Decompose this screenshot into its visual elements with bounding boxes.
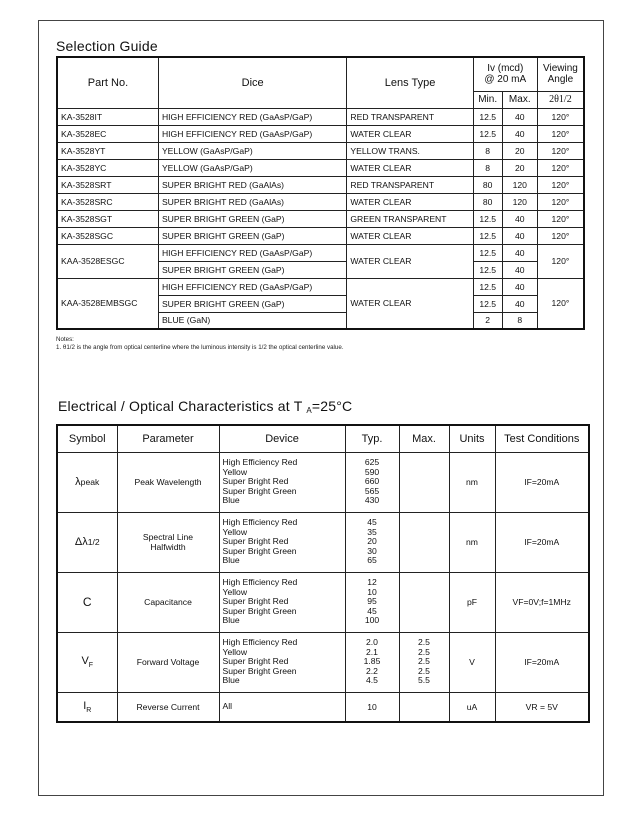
min-cell: 12.5 [473, 295, 502, 312]
typ-cell: 2.0 2.1 1.85 2.2 4.5 [345, 632, 399, 692]
lens-cell: WATER CLEAR [347, 159, 473, 176]
dice-cell: SUPER BRIGHT GREEN (GaP) [158, 227, 346, 244]
part-cell: KA-3528IT [57, 108, 158, 125]
max-cell: 40 [502, 295, 537, 312]
test-conditions-cell: VR = 5V [495, 692, 589, 722]
dice-cell: HIGH EFFICIENCY RED (GaAsP/GaP) [158, 244, 346, 261]
table-row [57, 278, 584, 295]
table-row [57, 142, 584, 159]
lens-cell: RED TRANSPARENT [347, 108, 473, 125]
dice-cell: SUPER BRIGHT RED (GaAlAs) [158, 176, 346, 193]
electrical-title: Electrical / Optical Characteristics at T $_A$=25°C [58, 398, 353, 415]
max-header: Max. [399, 425, 449, 452]
part-cell: KA-3528SRT [57, 176, 158, 193]
dice-cell: BLUE (GaN) [158, 312, 346, 329]
dice-cell: HIGH EFFICIENCY RED (GaAsP/GaP) [158, 125, 346, 142]
selection-guide-title: Selection Guide [56, 38, 158, 54]
part-cell: KA-3528YT [57, 142, 158, 159]
viewing-angle-header: Viewing Angle [537, 57, 584, 91]
table-header-row [57, 57, 584, 91]
part-cell: KAA-3528EMBSGC [57, 278, 158, 329]
table-row [57, 210, 584, 227]
min-cell: 12.5 [473, 261, 502, 278]
part-cell: KAA-3528ESGC [57, 244, 158, 278]
min-cell: 12.5 [473, 108, 502, 125]
parameter-header: Parameter [117, 425, 219, 452]
dice-header: Dice [158, 57, 346, 108]
max-cell: 120 [502, 176, 537, 193]
lens-type-header: Lens Type [347, 57, 473, 108]
max-cell: 20 [502, 159, 537, 176]
angle-cell: 120° [537, 244, 584, 278]
table-row [57, 159, 584, 176]
angle-cell: 120° [537, 108, 584, 125]
parameter-cell: Reverse Current [117, 692, 219, 722]
max-cell: 40 [502, 125, 537, 142]
lens-cell: WATER CLEAR [347, 278, 473, 329]
dice-cell: YELLOW (GaAsP/GaP) [158, 142, 346, 159]
table-row [57, 176, 584, 193]
lens-cell: WATER CLEAR [347, 244, 473, 278]
angle-cell: 120° [537, 176, 584, 193]
max-cell: 8 [502, 312, 537, 329]
table-row [57, 125, 584, 142]
part-cell: KA-3528SGC [57, 227, 158, 244]
dice-cell: HIGH EFFICIENCY RED (GaAsP/GaP) [158, 108, 346, 125]
parameter-cell: Forward Voltage [117, 632, 219, 692]
angle-cell: 120° [537, 193, 584, 210]
symbol-cell: $I_R$ [57, 692, 117, 722]
min-cell: 12.5 [473, 227, 502, 244]
device-list-cell: High Efficiency Red Yellow Super Bright Red Super Bright Green Blue [219, 512, 345, 572]
dice-cell: SUPER BRIGHT GREEN (GaP) [158, 295, 346, 312]
max-cell [399, 692, 449, 722]
table-row [57, 632, 589, 692]
max-cell: 2.5 2.5 2.5 2.5 5.5 [399, 632, 449, 692]
max-cell [399, 452, 449, 512]
min-header: Min. [473, 91, 502, 108]
dice-cell: SUPER BRIGHT GREEN (GaP) [158, 261, 346, 278]
min-cell: 80 [473, 193, 502, 210]
units-cell: nm [449, 452, 495, 512]
test-conditions-cell: VF=0V;f=1MHz [495, 572, 589, 632]
part-cell: KA-3528SRC [57, 193, 158, 210]
part-cell: KA-3528YC [57, 159, 158, 176]
max-cell [399, 572, 449, 632]
max-cell: 40 [502, 261, 537, 278]
table-row [57, 692, 589, 722]
dice-cell: HIGH EFFICIENCY RED (GaAsP/GaP) [158, 278, 346, 295]
typ-header: Typ. [345, 425, 399, 452]
max-cell: 40 [502, 278, 537, 295]
table-row [57, 227, 584, 244]
min-cell: 12.5 [473, 210, 502, 227]
typ-cell: 10 [345, 692, 399, 722]
max-cell: 20 [502, 142, 537, 159]
table-row [57, 244, 584, 261]
table-row [57, 452, 589, 512]
typ-cell: 12 10 95 45 100 [345, 572, 399, 632]
test-conditions-cell: IF=20mA [495, 632, 589, 692]
max-cell: 120 [502, 193, 537, 210]
parameter-cell: Spectral Line Halfwidth [117, 512, 219, 572]
symbol-cell: Δλ1/2 [57, 512, 117, 572]
min-cell: 80 [473, 176, 502, 193]
angle-cell: 120° [537, 142, 584, 159]
test-conditions-cell: IF=20mA [495, 512, 589, 572]
table-header-row [57, 425, 589, 452]
lens-cell: YELLOW TRANS. [347, 142, 473, 159]
device-list-cell: High Efficiency Red Yellow Super Bright Red Super Bright Green Blue [219, 452, 345, 512]
angle-cell: 120° [537, 227, 584, 244]
notes-label: Notes: [56, 336, 74, 343]
max-cell: 40 [502, 227, 537, 244]
table-row [57, 512, 589, 572]
part-cell: KA-3528EC [57, 125, 158, 142]
lens-cell: RED TRANSPARENT [347, 176, 473, 193]
max-cell: 40 [502, 244, 537, 261]
device-list-cell: High Efficiency Red Yellow Super Bright Red Super Bright Green Blue [219, 572, 345, 632]
min-cell: 12.5 [473, 244, 502, 261]
units-cell: uA [449, 692, 495, 722]
min-cell: 8 [473, 159, 502, 176]
device-cell: All [219, 692, 345, 722]
dice-cell: SUPER BRIGHT GREEN (GaP) [158, 210, 346, 227]
typ-cell: 625 590 660 565 430 [345, 452, 399, 512]
symbol-header: Symbol [57, 425, 117, 452]
typ-cell: 45 35 20 30 65 [345, 512, 399, 572]
lens-cell: GREEN TRANSPARENT [347, 210, 473, 227]
min-cell: 8 [473, 142, 502, 159]
min-cell: 12.5 [473, 278, 502, 295]
device-list-cell: High Efficiency Red Yellow Super Bright Red Super Bright Green Blue [219, 632, 345, 692]
max-cell: 40 [502, 108, 537, 125]
units-header: Units [449, 425, 495, 452]
dice-cell: SUPER BRIGHT RED (GaAlAs) [158, 193, 346, 210]
units-cell: nm [449, 512, 495, 572]
lens-cell: WATER CLEAR [347, 227, 473, 244]
symbol-cell: λpeak [57, 452, 117, 512]
test-conditions-header: Test Conditions [495, 425, 589, 452]
angle-cell: 120° [537, 125, 584, 142]
parameter-cell: Capacitance [117, 572, 219, 632]
lens-cell: WATER CLEAR [347, 193, 473, 210]
table-row [57, 108, 584, 125]
iv-header: Iv (mcd) @ 20 mA [473, 57, 537, 91]
max-header: Max. [502, 91, 537, 108]
max-cell [399, 512, 449, 572]
selection-notes [56, 336, 344, 352]
part-cell: KA-3528SGT [57, 210, 158, 227]
angle-cell: 120° [537, 159, 584, 176]
angle-cell: 120° [537, 278, 584, 329]
units-cell: V [449, 632, 495, 692]
units-cell: pF [449, 572, 495, 632]
dice-cell: YELLOW (GaAsP/GaP) [158, 159, 346, 176]
electrical-characteristics-table [56, 424, 590, 723]
test-conditions-cell: IF=20mA [495, 452, 589, 512]
symbol-cell: $V_F$ [57, 632, 117, 692]
table-row [57, 572, 589, 632]
theta-header: 2θ1/2 [537, 91, 584, 108]
part-no-header: Part No. [57, 57, 158, 108]
symbol-cell: C [57, 572, 117, 632]
selection-guide-table [56, 56, 585, 330]
table-row [57, 193, 584, 210]
notes-text: 1. θ1/2 is the angle from optical centerline where the luminous intensity is 1/2 the optical centerline value. [56, 344, 344, 351]
device-header: Device [219, 425, 345, 452]
lens-cell: WATER CLEAR [347, 125, 473, 142]
min-cell: 2 [473, 312, 502, 329]
max-cell: 40 [502, 210, 537, 227]
parameter-cell: Peak Wavelength [117, 452, 219, 512]
min-cell: 12.5 [473, 125, 502, 142]
angle-cell: 120° [537, 210, 584, 227]
